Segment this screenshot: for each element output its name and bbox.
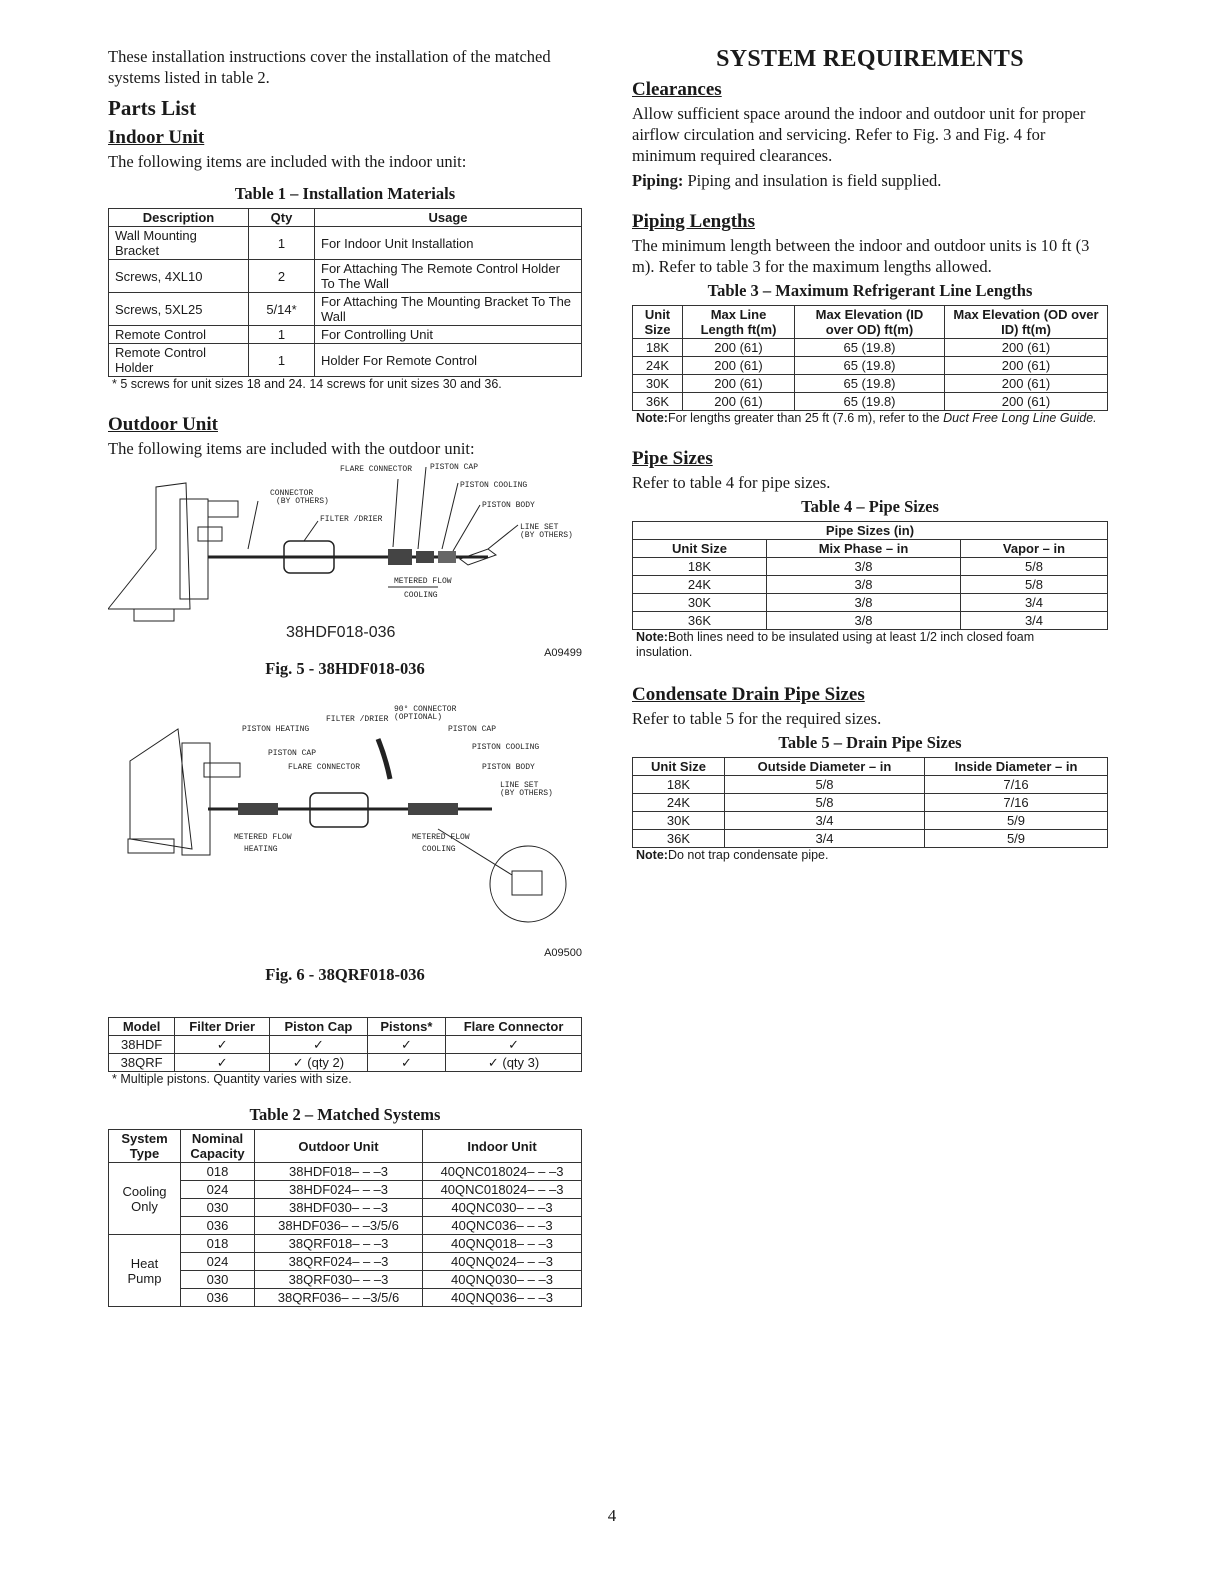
left-column [108,46,582,1307]
table-cell: 5/8 [961,558,1108,576]
table-row [109,1235,582,1253]
table-cell: 018 [181,1235,255,1253]
table-cell: 38HDF [109,1036,175,1054]
fig6-label-metered-flow-heating: METERED FLOW [234,833,292,842]
table-cell: 1 [249,227,315,260]
table-cell: 40QNQ030– – –3 [423,1271,582,1289]
table-row [109,293,582,326]
pipe-sizes-text: Refer to table 4 for pipe sizes. [632,473,831,492]
table4-pipe-sizes [632,521,1108,630]
table4-note [632,630,1108,660]
table-cell: 65 (19.8) [795,357,945,375]
table-cell: 200 (61) [945,357,1108,375]
table-cell: Wall Mounting Bracket [109,227,249,260]
fig6-label-line-set: LINE SET [500,781,539,790]
table-cell: 40QNC018024– – –3 [423,1163,582,1181]
table-row [633,594,1108,612]
table-cell: 38QRF024– – –3 [255,1253,423,1271]
table-cell: 65 (19.8) [795,339,945,357]
outdoor-parts-table [108,1017,582,1072]
fig6-label-piston-cap: PISTON CAP [268,749,317,758]
piping-label: Piping: [632,171,684,190]
table-cell: 7/16 [925,794,1108,812]
table-row [109,1163,582,1181]
fig6-label-filter-drier: FILTER /DRIER [326,715,389,724]
table-row [633,375,1108,393]
table-cell: 5/8 [725,776,925,794]
fig5-label-flare-connector: FLARE CONNECTOR [340,465,413,474]
system-requirements-heading: SYSTEM REQUIREMENTS [716,46,1024,72]
table-cell: 1 [249,344,315,377]
table-cell: ✓ [175,1054,270,1072]
table-row [109,227,582,260]
table-cell: 036 [181,1289,255,1307]
table3-note-label: Note: [636,411,668,425]
fig5-label-cooling: COOLING [404,591,438,600]
table-cell: 38HDF024– – –3 [255,1181,423,1199]
table-cell: 5/9 [925,830,1108,848]
table-row [633,794,1108,812]
table-cell: 40QNQ018– – –3 [423,1235,582,1253]
table-cell: 036 [181,1217,255,1235]
system-type-cell: Heat Pump [109,1235,181,1307]
table-cell: 3/4 [961,612,1108,630]
clearances-heading: Clearances [632,79,722,100]
parts-table-header: Model [109,1018,175,1036]
table3-caption: Table 3 – Maximum Refrigerant Line Lengths [707,281,1033,300]
table-cell: For Indoor Unit Installation [315,227,582,260]
table-cell: 36K [633,612,767,630]
table3-note-italic: Duct Free Long Line Guide. [943,411,1097,425]
fig6-label-line-set-by-others: (BY OTHERS) [500,789,553,798]
table-cell: 200 (61) [683,357,795,375]
parts-table-header: Filter Drier [175,1018,270,1036]
table-cell: 200 (61) [683,375,795,393]
table1-caption: Table 1 – Installation Materials [234,184,456,203]
table-row [633,830,1108,848]
parts-table-header: Pistons* [367,1018,445,1036]
fig5-label-line-set-by-others: (BY OTHERS) [520,531,573,540]
table-cell: 024 [181,1181,255,1199]
fig6-label-heating: HEATING [244,845,278,854]
table-row [633,558,1108,576]
table-cell: 38QRF [109,1054,175,1072]
table2-header: Outdoor Unit [255,1130,423,1163]
table-cell: Remote Control Holder [109,344,249,377]
fig6-label-cooling: COOLING [422,845,456,854]
table-cell: 40QNC036– – –3 [423,1217,582,1235]
table2-header: Indoor Unit [423,1130,582,1163]
table-cell: 018 [181,1163,255,1181]
table5-header: Inside Diameter – in [925,758,1108,776]
table-row [109,1036,582,1054]
table-cell: 36K [633,830,725,848]
table1-footnote: * 5 screws for unit sizes 18 and 24. 14 screws for unit sizes 30 and 36. [112,377,502,391]
piping-lengths-text: The minimum length between the indoor and outdoor units is 10 ft (3 m). Refer to table 3 for the maximum lengths allowed. [632,236,1090,276]
table-cell: ✓ [270,1036,368,1054]
table-cell: 3/4 [961,594,1108,612]
table-cell: Screws, 4XL10 [109,260,249,293]
table-row [633,812,1108,830]
fig5-label-by-others: (BY OTHERS) [276,497,329,506]
table-cell: 65 (19.8) [795,393,945,411]
table5-header: Unit Size [633,758,725,776]
table-row [633,357,1108,375]
fig5-ref: A09499 [544,647,582,659]
page-number: 4 [607,1506,617,1525]
fig5-label-piston-body: PISTON BODY [482,501,535,510]
table-cell: For Controlling Unit [315,326,582,344]
piping-paragraph [632,170,1108,191]
indoor-unit-heading: Indoor Unit [108,127,205,148]
outdoor-unit-text: The following items are included with the outdoor unit: [108,439,475,458]
fig5-model-text: 38HDF018-036 [286,624,396,641]
table-cell: 38HDF030– – –3 [255,1199,423,1217]
table-cell: Screws, 5XL25 [109,293,249,326]
table-cell: 5/14* [249,293,315,326]
pipe-sizes-heading: Pipe Sizes [632,448,713,469]
table-cell: 3/8 [767,576,961,594]
table-cell: 36K [633,393,683,411]
table-cell: 24K [633,794,725,812]
table4-caption: Table 4 – Pipe Sizes [801,497,939,516]
table-cell: 38HDF036– – –3/5/6 [255,1217,423,1235]
table1-header: Usage [315,209,582,227]
table-cell: ✓ [367,1036,445,1054]
table-row [109,260,582,293]
table-cell: 200 (61) [683,393,795,411]
fig6-label-piston-heating: PISTON HEATING [242,725,310,734]
fig5-label-piston-cooling: PISTON COOLING [460,481,528,490]
table3-note-text: For lengths greater than 25 ft (7.6 m), refer to the [667,411,944,425]
table-cell: ✓ (qty 2) [270,1054,368,1072]
table3-header: Max Elevation (ID over OD) ft(m) [795,306,945,339]
fig6-diagram [108,699,582,939]
indoor-unit-text: The following items are included with the indoor unit: [108,152,467,171]
table-cell: ✓ [446,1036,582,1054]
table-cell: 030 [181,1271,255,1289]
table-cell: 024 [181,1253,255,1271]
table4-header: Vapor – in [961,540,1108,558]
fig5-diagram [108,459,582,649]
table-cell: 5/8 [725,794,925,812]
drain-pipe-heading: Condensate Drain Pipe Sizes [632,684,865,705]
parts-table-header: Piston Cap [270,1018,368,1036]
table-cell: 40QNC018024– – –3 [423,1181,582,1199]
table-cell: 24K [633,576,767,594]
table3-header: Max Line Length ft(m) [683,306,795,339]
fig5-label-filter-drier: FILTER /DRIER [320,515,383,524]
table-row [109,326,582,344]
fig6-caption: Fig. 6 - 38QRF018-036 [265,965,425,984]
table-cell: 18K [633,558,767,576]
table-cell: ✓ [367,1054,445,1072]
table3-header: Max Elevation (OD over ID) ft(m) [945,306,1108,339]
table5-note-label: Note: [636,848,668,862]
table5-header: Outside Diameter – in [725,758,925,776]
table2-matched-systems [108,1129,582,1307]
table-cell: Remote Control [109,326,249,344]
fig6-label-metered-flow-cooling: METERED FLOW [412,833,470,842]
table-cell: 38QRF036– – –3/5/6 [255,1289,423,1307]
table-row [109,344,582,377]
table-cell: 2 [249,260,315,293]
figure-5 [108,459,582,677]
table-cell: For Attaching The Mounting Bracket To The Wall [315,293,582,326]
fig5-caption: Fig. 5 - 38HDF018-036 [265,659,425,678]
table-cell: 5/8 [961,576,1108,594]
table1-header: Qty [249,209,315,227]
fig6-ref: A09500 [544,947,582,959]
fig5-label-connector: CONNECTOR [270,489,314,498]
table-cell: 18K [633,776,725,794]
table-cell: 40QNC030– – –3 [423,1199,582,1217]
table-row [633,776,1108,794]
table-cell: 30K [633,594,767,612]
table-cell: 40QNQ036– – –3 [423,1289,582,1307]
fig5-label-metered-flow: METERED FLOW [394,577,452,586]
table-cell: 200 (61) [683,339,795,357]
table-cell: 1 [249,326,315,344]
table-row [633,339,1108,357]
piping-text: Piping and insulation is field supplied. [687,171,942,190]
piping-lengths-heading: Piping Lengths [632,211,756,232]
table-cell: Holder For Remote Control [315,344,582,377]
table-row [633,576,1108,594]
table-cell: ✓ (qty 3) [446,1054,582,1072]
fig6-label-piston-body: PISTON BODY [482,763,535,772]
table-cell: 65 (19.8) [795,375,945,393]
figure-6 [108,699,582,999]
table-cell: 18K [633,339,683,357]
table3-note [632,411,1108,426]
system-type-cell: Cooling Only [109,1163,181,1235]
table5-note-text: Do not trap condensate pipe. [667,848,829,862]
table2-caption: Table 2 – Matched Systems [249,1105,441,1124]
table-cell: 030 [181,1199,255,1217]
parts-table-header: Flare Connector [446,1018,582,1036]
table5-drain-pipe-sizes [632,757,1108,848]
parts-table-footnote: * Multiple pistons. Quantity varies with size. [112,1072,352,1086]
fig6-label-flare-connector: FLARE CONNECTOR [288,763,361,772]
parts-list-heading: Parts List [108,96,197,120]
table5-caption: Table 5 – Drain Pipe Sizes [778,733,962,752]
table-cell: 200 (61) [945,339,1108,357]
table4-note-text: Both lines need to be insulated using at least 1/2 inch closed foam insulation. [636,630,1035,659]
table5-note [632,848,1108,863]
table-cell: 7/16 [925,776,1108,794]
table-cell: 24K [633,357,683,375]
table4-header: Unit Size [633,540,767,558]
table4-group-header: Pipe Sizes (in) [633,522,1108,540]
table-cell: 200 (61) [945,375,1108,393]
table-cell: 200 (61) [945,393,1108,411]
table4-note-label: Note: [636,630,668,644]
fig5-label-line-set: LINE SET [520,523,559,532]
table-cell: 3/8 [767,594,961,612]
table-cell: 30K [633,812,725,830]
drain-pipe-text: Refer to table 5 for the required sizes. [632,709,882,728]
table2-header: Nominal Capacity [181,1130,255,1163]
table-cell: 38QRF018– – –3 [255,1235,423,1253]
table-cell: 30K [633,375,683,393]
intro-paragraph: These installation instructions cover the installation of the matched systems listed in table 2. [108,47,551,87]
table2-header: System Type [109,1130,181,1163]
table-row [109,1054,582,1072]
fig6-label-piston-cooling: PISTON COOLING [472,743,540,752]
clearances-text: Allow sufficient space around the indoor and outdoor unit for proper airflow circulation and servicing. Refer to Fig. 3 and Fig. 4 for minimum required clearances. [632,104,1086,165]
fig6-label-90-connector: 90° CONNECTOR [394,705,457,714]
table4-header: Mix Phase – in [767,540,961,558]
table-cell: 5/9 [925,812,1108,830]
table-cell: ✓ [175,1036,270,1054]
table-cell: 3/4 [725,830,925,848]
table-row [633,612,1108,630]
table1-installation-materials [108,208,582,377]
right-column [632,46,1108,863]
table3-max-line-lengths [632,305,1108,411]
table-cell: 3/8 [767,612,961,630]
fig6-label-piston-cap-top: PISTON CAP [448,725,497,734]
table-cell: 3/4 [725,812,925,830]
fig6-label-optional: (OPTIONAL) [394,713,443,722]
outdoor-unit-heading: Outdoor Unit [108,414,218,435]
fig5-label-piston-cap: PISTON CAP [430,463,479,472]
table3-header: Unit Size [633,306,683,339]
table-cell: 40QNQ024– – –3 [423,1253,582,1271]
table-cell: 38HDF018– – –3 [255,1163,423,1181]
table1-header: Description [109,209,249,227]
table-cell: 3/8 [767,558,961,576]
table-cell: For Attaching The Remote Control Holder To The Wall [315,260,582,293]
table-row [633,393,1108,411]
table-cell: 38QRF030– – –3 [255,1271,423,1289]
